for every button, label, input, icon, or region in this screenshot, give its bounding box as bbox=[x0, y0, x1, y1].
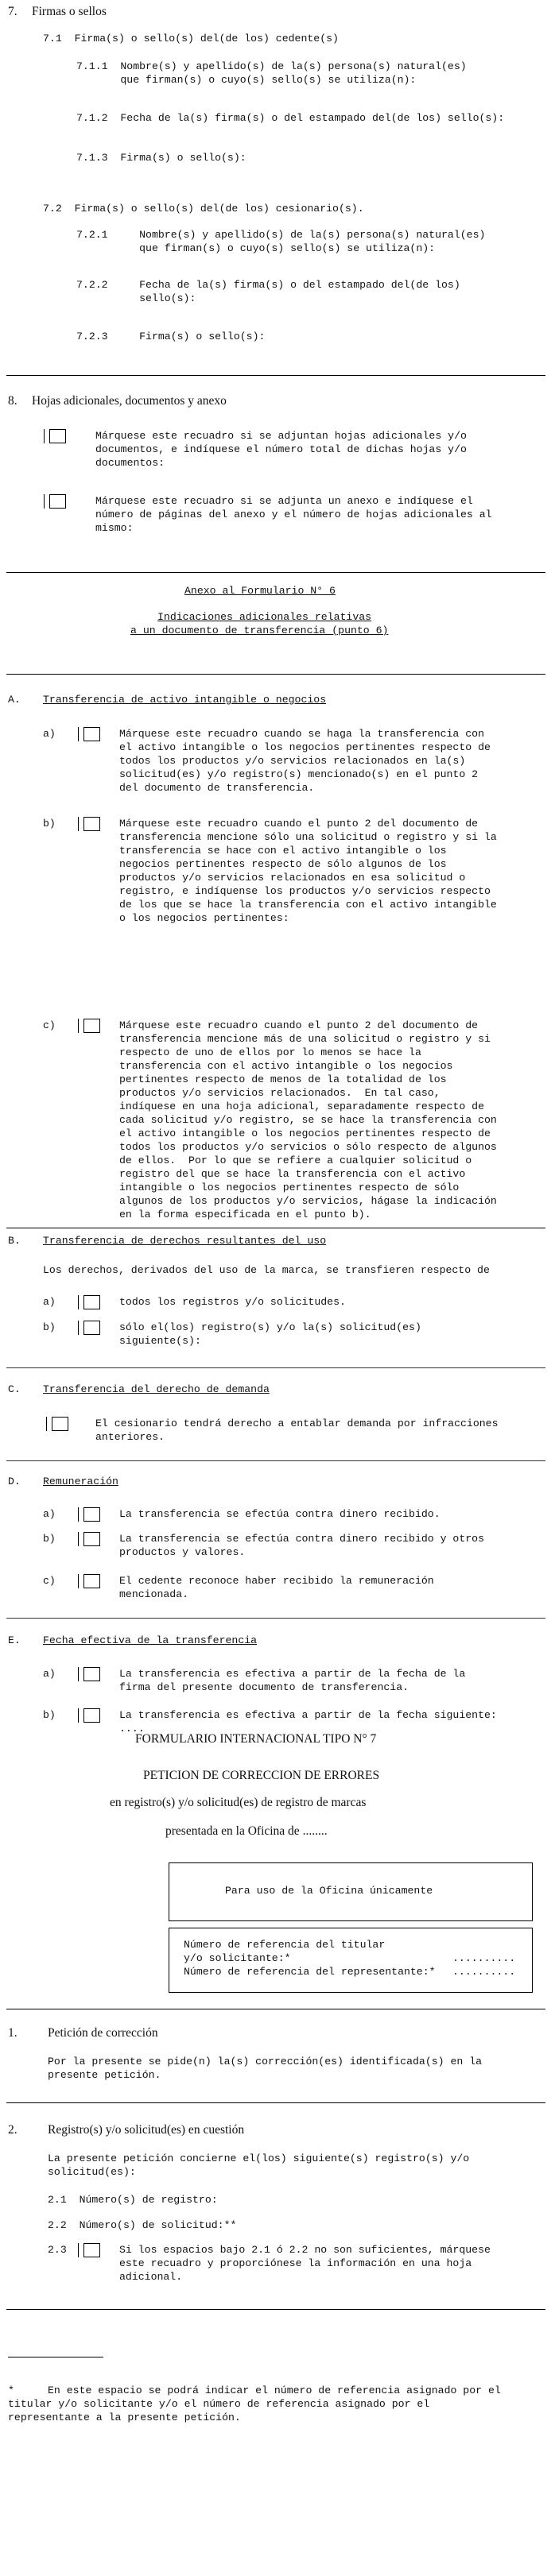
D-c-l1: El cedente reconoce haber recibido la remuneración bbox=[119, 1575, 434, 1587]
p2-item-2-2: 2.2 Número(s) de solicitud:** bbox=[48, 2219, 237, 2231]
p1-l1: Por la presente se pide(n) la(s) corrección(es) identificada(s) en la bbox=[48, 2056, 483, 2067]
checkbox-E-a[interactable] bbox=[78, 1667, 100, 1681]
s7-1-2: 7.1.2 Fecha de la(s) firma(s) o del estampado del(de los) sello(s): bbox=[76, 112, 505, 124]
C-title: Transferencia del derecho de demanda bbox=[43, 1383, 270, 1395]
s7-1-label: 7.1 Firma(s) o sello(s) del(de los) cedente(s) bbox=[43, 33, 339, 44]
s7-1-1a: 7.1.1 Nombre(s) y apellido(s) de la(s) persona(s) natural(es) bbox=[76, 60, 467, 72]
divider bbox=[6, 2309, 545, 2310]
C-l1: El cesionario tendrá derecho a entablar demanda por infracciones bbox=[95, 1418, 499, 1429]
A-a-label: a) bbox=[43, 728, 56, 740]
A-c-l7: indíquese en una hoja adicional, separadamente respecto de bbox=[119, 1100, 484, 1112]
A-c-l15: en la forma especificada en el punto b). bbox=[119, 1209, 371, 1220]
agent-ref-input[interactable]: .......... bbox=[452, 1966, 516, 1978]
A-c-l11: de ellos. Por lo que se refiere a cualquier solicitud o bbox=[119, 1155, 472, 1166]
p2-item-2-3-l2: este recuadro y proporciónese la información en una hoja bbox=[119, 2257, 472, 2269]
A-b-label: b) bbox=[43, 818, 56, 830]
A-c-l14: algunos de los productos y/o servicios, hágase la indicación bbox=[119, 1195, 497, 1207]
E-b-label: b) bbox=[43, 1709, 56, 1721]
D-a-text: La transferencia se efectúa contra dinero recibido. bbox=[119, 1508, 441, 1520]
office-use-box bbox=[169, 1862, 533, 1921]
A-c-l5: pertinentes respecto de menos de la totalidad de los bbox=[119, 1073, 447, 1085]
anexo-title: Anexo al Formulario N° 6 bbox=[184, 585, 336, 597]
footnote-l2: titular y/o solicitante y/o el número de referencia asignado por el bbox=[8, 2398, 430, 2410]
form7-line2: en registro(s) y/o solicitud(es) de registro de marcas bbox=[110, 1796, 367, 1809]
B-b-l1: sólo el(los) registro(s) y/o la(s) solicitud(es) bbox=[119, 1321, 421, 1333]
B-a-text: todos los registros y/o solicitudes. bbox=[119, 1296, 346, 1308]
B-b-label: b) bbox=[43, 1321, 56, 1333]
checkbox-A-c[interactable] bbox=[78, 1019, 100, 1033]
A-letter: A. bbox=[8, 694, 21, 706]
divider bbox=[6, 572, 545, 573]
A-c-l1: Márquese este recuadro cuando el punto 2 del documento de bbox=[119, 1019, 479, 1031]
s8-p2-l2: número de páginas del anexo y el número de hojas adicionales al bbox=[95, 509, 492, 520]
p2-item-2-3-l3: adicional. bbox=[119, 2271, 183, 2283]
A-c-l6: productos y/o servicios relacionados. En tal caso, bbox=[119, 1087, 441, 1099]
p1-num: 1. bbox=[8, 2026, 17, 2040]
checkbox-D-b[interactable] bbox=[78, 1532, 100, 1546]
s7-2-2a: 7.2.2 Fecha de la(s) firma(s) o del estampado del(de los) bbox=[76, 279, 460, 291]
divider bbox=[6, 2102, 545, 2103]
A-b-l8: o los negocios pertinentes: bbox=[119, 912, 289, 924]
A-title: Transferencia de activo intangible o negocios bbox=[43, 694, 327, 706]
checkbox-C[interactable] bbox=[46, 1417, 68, 1431]
A-c-l3: respecto de uno de ellos por lo menos se hace la bbox=[119, 1046, 421, 1058]
A-b-l7: de los que se hace la transferencia con el activo intangible bbox=[119, 899, 497, 911]
s7-2-3: 7.2.3 Firma(s) o sello(s): bbox=[76, 331, 266, 342]
checkbox-B-a[interactable] bbox=[78, 1295, 100, 1309]
A-c-l9: el activo intangible o los negocios pertinentes respecto de bbox=[119, 1127, 491, 1139]
divider bbox=[6, 375, 545, 376]
s7-2-label: 7.2 Firma(s) o sello(s) del(de los) cesionario(s). bbox=[43, 203, 364, 215]
p2-l2: solicitud(es): bbox=[48, 2166, 136, 2178]
A-a-l1: Márquese este recuadro cuando se haga la transferencia con bbox=[119, 728, 484, 740]
checkbox-E-b[interactable] bbox=[78, 1708, 100, 1723]
D-b-label: b) bbox=[43, 1533, 56, 1545]
s7-title: Firmas o sellos bbox=[32, 5, 107, 18]
B-letter: B. bbox=[8, 1235, 21, 1247]
form7-title: FORMULARIO INTERNACIONAL TIPO N° 7 bbox=[135, 1732, 377, 1746]
E-a-l2: firma del presente documento de transferencia. bbox=[119, 1681, 409, 1693]
p2-title: Registro(s) y/o solicitud(es) en cuestión bbox=[48, 2123, 245, 2137]
E-b-l1: La transferencia es efectiva a partir de la fecha siguiente: bbox=[119, 1709, 497, 1721]
s7-2-1b: que firman(s) o cuyo(s) sello(s) se utiliza(n): bbox=[76, 242, 436, 254]
reference-box bbox=[169, 1928, 533, 1993]
anexo-sub2: a un documento de transferencia (punto 6) bbox=[130, 625, 389, 636]
B-b-l2: siguiente(s): bbox=[119, 1335, 201, 1347]
A-b-l2: transferencia mencione sólo una solicitud o registro y si la bbox=[119, 831, 497, 843]
s8-title: Hojas adicionales, documentos y anexo bbox=[32, 394, 227, 408]
B-title: Transferencia de derechos resultantes del uso bbox=[43, 1235, 327, 1247]
s7-2-1a: 7.2.1 Nombre(s) y apellido(s) de la(s) persona(s) natural(es) bbox=[76, 229, 486, 241]
D-b-l2: productos y valores. bbox=[119, 1546, 246, 1558]
p2-num: 2. bbox=[8, 2123, 17, 2137]
p2-l1: La presente petición concierne el(los) siguiente(s) registro(s) y/o bbox=[48, 2152, 470, 2164]
s7-2-2b: sello(s): bbox=[76, 292, 196, 304]
A-c-l10: todos los productos y/o servicios o sólo respecto de algunos bbox=[119, 1141, 497, 1153]
A-b-l5: productos y/o servicios relacionados en esa solicitud o bbox=[119, 872, 466, 884]
agent-ref-label: Número de referencia del representante:* bbox=[184, 1966, 436, 1978]
p2-item-2-1: 2.1 Número(s) de registro: bbox=[48, 2194, 218, 2206]
B-intro: Los derechos, derivados del uso de la marca, se transfieren respecto de bbox=[43, 1264, 490, 1276]
divider bbox=[6, 1618, 545, 1619]
p1-l2: presente petición. bbox=[48, 2069, 161, 2081]
A-a-l4: solicitud(es) y/o registro(s) mencionado(s) en el punto 2 bbox=[119, 768, 479, 780]
footnote-l1: En este espacio se podrá indicar el número de referencia asignado por el bbox=[48, 2385, 501, 2396]
s8-p2-l1: Márquese este recuadro si se adjunta un anexo e indíquese el bbox=[95, 495, 473, 507]
C-letter: C. bbox=[8, 1383, 21, 1395]
footnote-mark: * bbox=[8, 2385, 14, 2396]
checkbox-2-3[interactable] bbox=[78, 2243, 100, 2257]
A-b-l1: Márquese este recuadro cuando el punto 2 del documento de bbox=[119, 818, 479, 830]
D-c-l2: mencionada. bbox=[119, 1588, 189, 1600]
E-title: Fecha efectiva de la transferencia bbox=[43, 1634, 258, 1646]
E-a-label: a) bbox=[43, 1668, 56, 1680]
p1-title: Petición de corrección bbox=[48, 2026, 158, 2040]
E-b-l2: .... bbox=[119, 1723, 145, 1735]
checkbox-annex[interactable] bbox=[44, 494, 66, 509]
A-c-l12: registro del que se hace la transferencia con el activo bbox=[119, 1168, 466, 1180]
D-a-label: a) bbox=[43, 1508, 56, 1520]
divider bbox=[6, 1460, 545, 1461]
checkbox-D-a[interactable] bbox=[78, 1507, 100, 1522]
D-b-l1: La transferencia se efectúa contra dinero recibido y otros bbox=[119, 1533, 484, 1545]
form7-line3: presentada en la Oficina de ........ bbox=[165, 1824, 328, 1838]
A-a-l5: del documento de transferencia. bbox=[119, 782, 315, 794]
s8-p1-l1: Márquese este recuadro si se adjuntan hojas adicionales y/o bbox=[95, 430, 467, 442]
D-letter: D. bbox=[8, 1476, 21, 1487]
B-a-label: a) bbox=[43, 1296, 56, 1308]
s7-1-1b: que firman(s) o cuyo(s) sello(s) se utiliza(n): bbox=[76, 74, 417, 86]
holder-ref-label-1: Número de referencia del titular bbox=[184, 1939, 386, 1951]
E-a-l1: La transferencia es efectiva a partir de la fecha de la bbox=[119, 1668, 466, 1680]
divider bbox=[6, 674, 545, 675]
p2-item-2-3-num: 2.3 bbox=[48, 2244, 67, 2256]
s8-num: 8. bbox=[8, 394, 17, 408]
A-a-l3: todos los productos y/o servicios relacionados en la(s) bbox=[119, 755, 466, 767]
footnote-l3: representante a la presente petición. bbox=[8, 2412, 241, 2423]
s8-p1-l3: documentos: bbox=[95, 457, 165, 469]
A-b-l6: registro, e indíquense los productos y/o servicios respecto bbox=[119, 885, 491, 897]
checkbox-D-c[interactable] bbox=[78, 1574, 100, 1588]
checkbox-additional-sheets[interactable] bbox=[44, 429, 66, 443]
D-title: Remuneración bbox=[43, 1476, 118, 1487]
A-c-l2: transferencia mencione más de una solicitud o registro y si bbox=[119, 1033, 491, 1045]
A-b-l4: negocios pertinentes respecto de sólo algunos de los bbox=[119, 858, 447, 870]
checkbox-B-b[interactable] bbox=[78, 1321, 100, 1335]
office-use-label: Para uso de la Oficina únicamente bbox=[225, 1885, 433, 1897]
s8-p2-l3: mismo: bbox=[95, 522, 134, 534]
A-a-l2: el activo intangible o los negocios pertinentes respecto de bbox=[119, 741, 491, 753]
p2-item-2-3-l1: Si los espacios bajo 2.1 ó 2.2 no son suficientes, márquese bbox=[119, 2244, 491, 2256]
checkbox-A-a[interactable] bbox=[78, 727, 100, 741]
checkbox-A-b[interactable] bbox=[78, 817, 100, 831]
holder-ref-label-2: y/o solicitante:* bbox=[184, 1952, 291, 1964]
A-c-l13: intangible o los negocios pertinentes respecto de sólo bbox=[119, 1182, 460, 1193]
D-c-label: c) bbox=[43, 1575, 56, 1587]
form7-subtitle: PETICION DE CORRECCION DE ERRORES bbox=[143, 1769, 380, 1782]
E-letter: E. bbox=[8, 1634, 21, 1646]
A-c-label: c) bbox=[43, 1019, 56, 1031]
divider bbox=[6, 1367, 545, 1368]
holder-ref-input[interactable]: .......... bbox=[452, 1952, 516, 1964]
A-c-l4: transferencia con el activo intangible o los negocios bbox=[119, 1060, 453, 1072]
A-b-l3: transferencia se hace con el activo intangible o los bbox=[119, 845, 447, 857]
A-c-l8: cada solicitud y/o registro, se se hace la transferencia con bbox=[119, 1114, 497, 1126]
anexo-sub1: Indicaciones adicionales relativas bbox=[157, 611, 372, 623]
s7-1-3: 7.1.3 Firma(s) o sello(s): bbox=[76, 152, 246, 164]
s8-p1-l2: documentos, e indíquese el número total de dichas hojas y/o bbox=[95, 443, 467, 455]
C-l2: anteriores. bbox=[95, 1431, 165, 1443]
s7-num: 7. bbox=[8, 5, 17, 18]
